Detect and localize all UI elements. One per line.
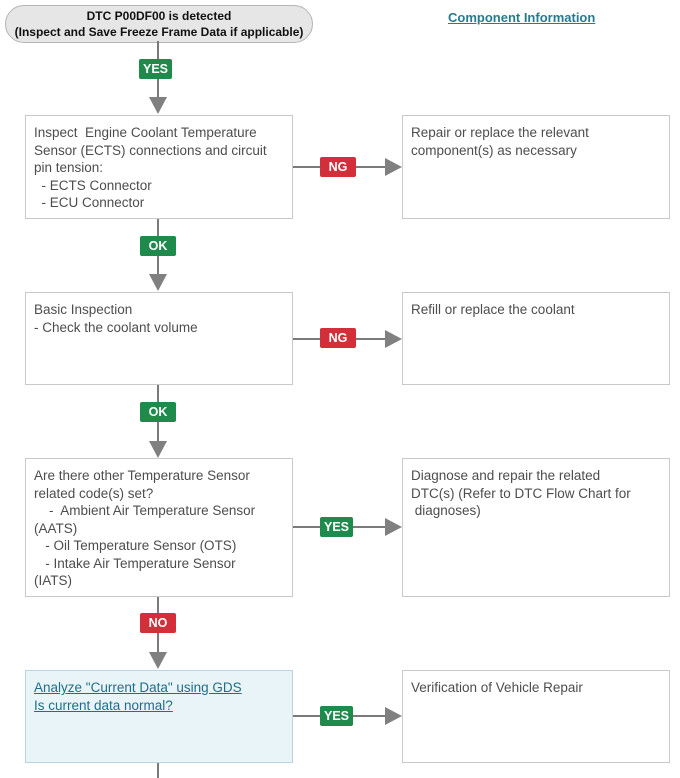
ok-badge: OK <box>140 402 176 422</box>
arrow-down-icon <box>149 97 167 114</box>
ng-badge: NG <box>320 157 356 177</box>
arrow-right-icon <box>385 330 402 348</box>
yes-badge: YES <box>320 706 353 726</box>
connector-line <box>157 763 159 778</box>
result-verification-vehicle-repair: Verification of Vehicle Repair <box>402 670 670 763</box>
step-basic-inspection: Basic Inspection - Check the coolant volume <box>25 292 293 385</box>
arrow-down-icon <box>149 441 167 458</box>
arrow-down-icon <box>149 652 167 669</box>
step-analyze-current-data[interactable] <box>25 670 293 763</box>
yes-badge: YES <box>139 59 172 79</box>
ng-badge: NG <box>320 328 356 348</box>
step-other-sensor-codes: Are there other Temperature Sensor related code(s) set? - Ambient Air Temperature Sensor (AATS) - Oil Temperature Sensor (OTS) - Intake Air Temperature Sensor (IATS) <box>25 458 293 597</box>
arrow-down-icon <box>149 274 167 291</box>
arrow-right-icon <box>385 518 402 536</box>
result-diagnose-related-dtc: Diagnose and repair the related DTC(s) (Refer to DTC Flow Chart for diagnoses) <box>402 458 670 597</box>
start-node <box>5 5 313 43</box>
result-refill-coolant: Refill or replace the coolant <box>402 292 670 385</box>
result-repair-component: Repair or replace the relevant component(s) as necessary <box>402 115 670 219</box>
start-subtitle: (Inspect and Save Freeze Frame Data if applicable) <box>14 25 304 39</box>
current-data-normal-link[interactable]: Is current data normal? <box>34 697 173 713</box>
arrow-right-icon <box>385 707 402 725</box>
component-information-link[interactable]: Component Information <box>448 10 596 25</box>
no-badge: NO <box>140 613 176 633</box>
step-ects-connection-check: Inspect Engine Coolant Temperature Sensor (ECTS) connections and circuit pin tension: - ECTS Connector - ECU Connector <box>25 115 293 219</box>
ok-badge: OK <box>140 236 176 256</box>
yes-badge: YES <box>320 517 353 537</box>
analyze-current-data-link[interactable]: Analyze "Current Data" using GDS <box>34 680 242 695</box>
start-title: DTC P00DF00 is detected <box>86 9 232 23</box>
arrow-right-icon <box>385 158 402 176</box>
